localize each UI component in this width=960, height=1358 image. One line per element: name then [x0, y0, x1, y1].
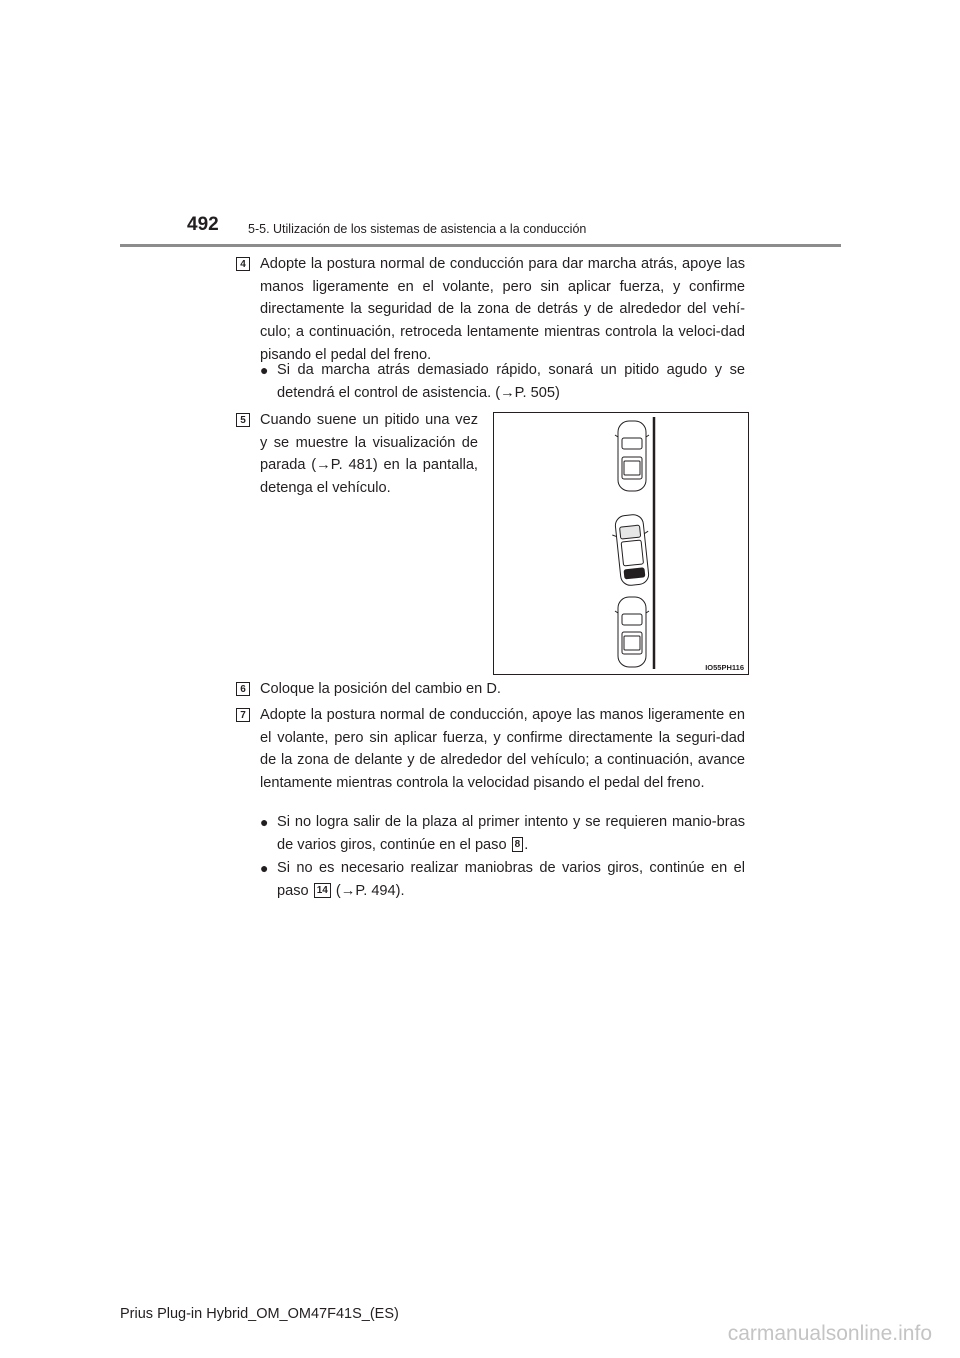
step-number-7: 7 [236, 708, 250, 722]
step-number-6: 6 [236, 682, 250, 696]
bullet-icon: ● [260, 860, 269, 876]
bullet-icon: ● [260, 814, 269, 830]
step-4-bullet: ● Si da marcha atrás demasiado rápido, sonará un pitido agudo y se detendrá el control de asistencia. (→P. 505) [260, 359, 745, 404]
header-divider [120, 244, 841, 247]
step-7-bullet-2: ● Si no es necesario realizar maniobras de varios giros, continúe en el paso 14 (→P. 494). [260, 857, 745, 902]
watermark: carmanualsonline.info [727, 1322, 932, 1345]
step-7-text: Adopte la postura normal de conducción, apoye las manos ligeramente en el volante, pero sin aplicar fuerza, y confirme directamente la seguri-dad de la zona de delante y de alrededor del vehículo; a continuación, avance lentamente mientras controla la velocidad pisando el pedal del freno. [260, 707, 745, 792]
parked-car-front [615, 421, 649, 491]
parked-car-rear [615, 597, 649, 667]
parking-diagram [494, 413, 748, 674]
step-4-text: Adopte la postura normal de conducción para dar marcha atrás, apoye las manos ligeramente en el volante, pero sin aplicar fuerza, y confirme directamente la seguridad de la zona de detrás y de alrededor del vehí-culo; a continuación, retroceda lentamente mientras controla la veloci-dad pisando el pedal del freno. [260, 256, 745, 363]
footer-document-id: Prius Plug-in Hybrid_OM_OM47F41S_(ES) [120, 1306, 399, 1322]
section-title: 5-5. Utilización de los sistemas de asistencia a la conducción [248, 222, 587, 236]
maneuvering-car [610, 513, 653, 586]
step-ref-8: 8 [512, 837, 524, 852]
parking-figure [493, 412, 749, 675]
step-6-text: Coloque la posición del cambio en D. [260, 681, 501, 697]
page-number: 492 [187, 214, 219, 235]
step-7-bullet-1: ● Si no logra salir de la plaza al primer intento y se requieren manio-bras de varios giros, continúe en el paso 8 . [260, 811, 745, 856]
step-5-text: Cuando suene un pitido una vez y se muestre la visualización de parada (→P. 481) en la pantalla, detenga el vehículo. [260, 412, 478, 497]
step-ref-14: 14 [314, 883, 331, 898]
step-number-4: 4 [236, 257, 250, 271]
step-number-5: 5 [236, 413, 250, 427]
figure-code: IO55PH116 [705, 663, 744, 672]
bullet-icon: ● [260, 362, 269, 378]
